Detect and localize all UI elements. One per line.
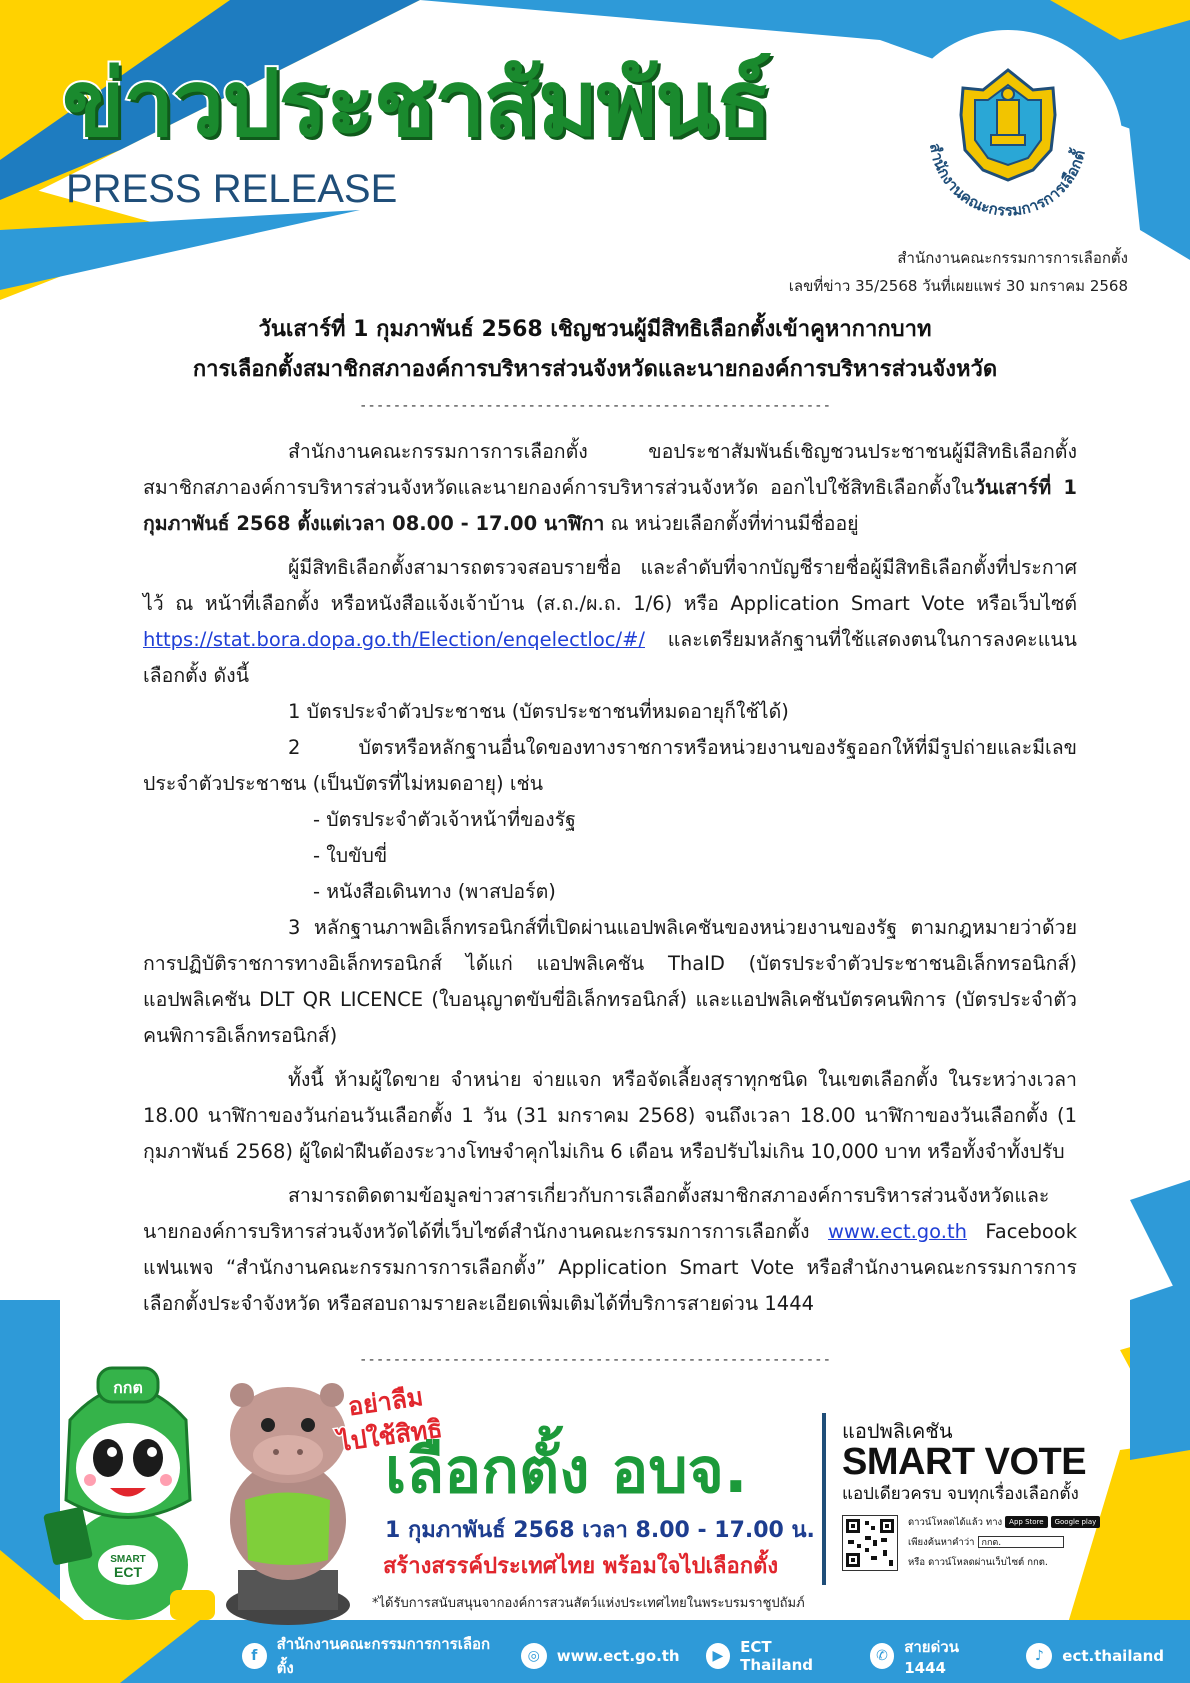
paragraph-2 xyxy=(143,550,1077,694)
paragraph-2-text: ผู้มีสิทธิเลือกตั้งสามารถตรวจสอบรายชื่อ และลำดับที่จากบัญชีรายชื่อผู้มีสิทธิเลือกตั้งที่ประกาศไว้ ณ หน้าที่เลือกตั้ง หรือหนังสือแจ้งเจ้าบ้าน (ส.ถ./ผ.ถ. 1/6) หรือ Application Smart Vote หรือเว็บไซต์ xyxy=(143,556,1077,615)
headline xyxy=(60,310,1130,390)
id-item-2-sub-2: - ใบขับขี่ xyxy=(313,844,388,867)
mascot-badge-top: SMART xyxy=(110,1554,146,1565)
id-item-2-sub-1: - บัตรประจำตัวเจ้าหน้าที่ของรัฐ xyxy=(313,808,576,831)
paragraph-4-text: สามารถติดตามข้อมูลข่าวสารเกี่ยวกับการเลือกตั้งสมาชิกสภาองค์การบริหารส่วนจังหวัดและนายกองค์การบริหารส่วนจังหวัดได้ที่เว็บไซต์สำนักงานคณะกรรมการการเลือกตั้ง xyxy=(143,1184,1050,1243)
footer-hotline[interactable] xyxy=(870,1635,1001,1677)
id-item-3: 3 หลักฐานภาพอิเล็กทรอนิกส์ที่เปิดผ่านแอปพลิเคชันของหน่วยงานของรัฐ ตามกฎหมายว่าด้วยการปฏิบัติราชการทางอิเล็กทรอนิกส์ ได้แก่ แอปพลิเคชัน ThaID (บัตรประจำตัวประชาชนอิเล็กทรอนิกส์) แอปพลิเคชัน DLT QR LICENCE (ใบอนุญาตขับขี่อิเล็กทรอนิกส์) และแอปพลิเคชันบัตรคนพิการ (บัตรประจำตัวคนพิการอิเล็กทรอนิกส์) xyxy=(143,916,1077,1047)
separator-top: -------------------------------------------------------- xyxy=(358,398,831,414)
press-release-label: PRESS RELEASE xyxy=(66,167,398,211)
search-label: เพียงค้นหาคำว่า xyxy=(908,1536,975,1548)
ect-mascot-green xyxy=(40,1360,215,1620)
paragraph-2-end: และเตรียมหลักฐานที่ใช้แสดงตนในการลงคะแนนเลือกตั้ง ดังนี้ xyxy=(143,628,1077,687)
search-term-box: กกต. xyxy=(978,1536,1064,1548)
id-item-2: 2 บัตรหรือหลักฐานอื่นใดของทางราชการหรือหน่วยงานของรัฐออกให้ที่มีรูปถ่ายและมีเลขประจำตัวประชาชน (เป็นบัตรที่ไม่หมดอายุ) เช่น xyxy=(143,736,1077,795)
ect-logo xyxy=(893,30,1123,260)
footer-contacts xyxy=(242,1632,1190,1680)
paragraph-1-text: สำนักงานคณะกรรมการการเลือกตั้ง ขอประชาสัมพันธ์เชิญชวนประชาชนผู้มีสิทธิเลือกตั้งสมาชิกสภาองค์การบริหารส่วนจังหวัดและนายกองค์การบริหารส่วนจังหวัด ออกไปใช้สิทธิเลือกตั้งใน xyxy=(143,440,1077,499)
ect-logo-text: สำนักงานคณะกรรมการการเลือกตั้ xyxy=(925,141,1089,220)
footer-facebook[interactable] xyxy=(242,1632,495,1680)
footer-website[interactable] xyxy=(521,1643,680,1669)
voter-check-link[interactable]: https://stat.bora.dopa.go.th/Election/enqelectloc/#/ xyxy=(143,628,645,651)
paragraph-1-bold: วันเสาร์ที่ 1 กุมภาพันธ์ 2568 ตั้งแต่เวลา 08.00 - 17.00 นาฬิกา xyxy=(143,476,1078,535)
separator-bottom: -------------------------------------------------------- xyxy=(358,1352,831,1368)
footer-youtube-label: ECT Thailand xyxy=(740,1638,814,1674)
app-name: SMART VOTE xyxy=(842,1441,1087,1483)
play-icon: ▶ xyxy=(706,1643,731,1669)
smart-vote-promo xyxy=(822,1413,1122,1585)
footer-facebook-label: สำนักงานคณะกรรมการการเลือกตั้ง xyxy=(276,1635,491,1677)
reminder-line-2: ไปใช้สิทธิ xyxy=(336,1413,445,1457)
paragraph-1 xyxy=(143,434,1077,542)
paragraph-1-end: ณ หน่วยเลือกตั้งที่ท่านมีชื่ออยู่ xyxy=(604,512,859,535)
mascot-badge-bottom: ECT xyxy=(114,1564,142,1580)
headline-line-1: วันเสาร์ที่ 1 กุมภาพันธ์ 2568 เชิญชวนผู้มีสิทธิเลือกตั้งเข้าคูหากากบาท xyxy=(258,317,932,342)
globe-icon: ◎ xyxy=(521,1643,547,1669)
download-info xyxy=(908,1515,1100,1571)
mascot-cap-text: กกต xyxy=(113,1378,143,1397)
election-date: 1 กุมภาพันธ์ 2568 เวลา 8.00 - 17.00 น. xyxy=(385,1518,815,1543)
footer-tiktok-label: ect.thailand xyxy=(1062,1647,1165,1665)
election-title: เลือกตั้ง อบจ. xyxy=(385,1434,748,1507)
news-number-date: เลขที่ข่าว 35/2568 วันที่เผยแพร่ 30 มกราคม 2568 xyxy=(788,277,1128,295)
facebook-icon: f xyxy=(242,1643,267,1669)
zoo-credit: *ได้รับการสนับสนุนจากองค์การสวนสัตว์แห่งประเทศไทยในพระบรมราชูปถัมภ์ xyxy=(372,1596,805,1611)
ect-website-link[interactable]: www.ect.go.th xyxy=(827,1220,967,1243)
footer-youtube[interactable] xyxy=(706,1638,844,1674)
app-store-button[interactable]: App Store xyxy=(1005,1516,1047,1528)
election-slogan: สร้างสรรค์ประเทศไทย พร้อมใจไปเลือกตั้ง xyxy=(383,1554,779,1579)
press-title-thai: ข่าวประชาสัมพันธ์ xyxy=(62,50,771,157)
id-item-1: 1 บัตรประจำตัวประชาชน (บัตรประชาชนที่หมดอายุก็ใช้ได้) xyxy=(288,700,789,723)
phone-icon: ✆ xyxy=(870,1643,895,1669)
id-item-2-sub-3: - หนังสือเดินทาง (พาสปอร์ต) xyxy=(313,880,556,903)
google-play-button[interactable]: Google play xyxy=(1051,1516,1101,1528)
download-row xyxy=(842,1515,1122,1571)
organization-name: สำนักงานคณะกรรมการการเลือกตั้ง xyxy=(897,249,1128,267)
qr-code-icon[interactable] xyxy=(842,1515,898,1571)
paragraph-4-end: Facebook แฟนเพจ “สำนักงานคณะกรรมการการเลือกตั้ง” Application Smart Vote หรือสำนักงานคณะกรรมการการเลือกตั้งประจำจังหวัด หรือสอบถามรายละเอียดเพิ่มเติมได้ที่บริการสายด่วน 1444 xyxy=(143,1220,1078,1315)
app-label: แอปพลิเคชัน xyxy=(842,1419,953,1443)
news-meta xyxy=(789,244,1128,300)
press-body xyxy=(143,434,1077,1322)
footer-hotline-label: สายด่วน 1444 xyxy=(904,1638,959,1677)
reminder-line-1: อย่าลืม xyxy=(346,1382,425,1422)
footer-tiktok[interactable] xyxy=(1026,1643,1164,1669)
download-label: ดาวน์โหลดได้แล้ว ทาง xyxy=(908,1516,1003,1528)
footer-website-label: www.ect.go.th xyxy=(556,1647,680,1665)
tiktok-icon: ♪ xyxy=(1026,1643,1052,1669)
web-download-note: หรือ ดาวน์โหลดผ่านเว็บไซต์ กกต. xyxy=(908,1556,1048,1568)
paragraph-4 xyxy=(143,1178,1077,1322)
paragraph-3: ทั้งนี้ ห้ามผู้ใดขาย จำหน่าย จ่ายแจก หรือจัดเลี้ยงสุราทุกชนิด ในเขตเลือกตั้ง ในระหว่างเวลา 18.00 นาฬิกาของวันก่อนวันเลือกตั้ง 1 วัน (31 มกราคม 2568) จนถึงเวลา 18.00 นาฬิกาของวันเลือกตั้ง (1 กุมภาพันธ์ 2568) ผู้ใดฝ่าฝืนต้องระวางโทษจำคุกไม่เกิน 6 เดือน หรือปรับไม่เกิน 10,000 บาท หรือทั้งจำทั้งปรับ xyxy=(143,1068,1077,1163)
headline-line-2: การเลือกตั้งสมาชิกสภาองค์การบริหารส่วนจังหวัดและนายกองค์การบริหารส่วนจังหวัด xyxy=(192,357,998,382)
app-tagline: แอปเดียวครบ จบทุกเรื่องเลือกตั้ง xyxy=(842,1483,1079,1504)
